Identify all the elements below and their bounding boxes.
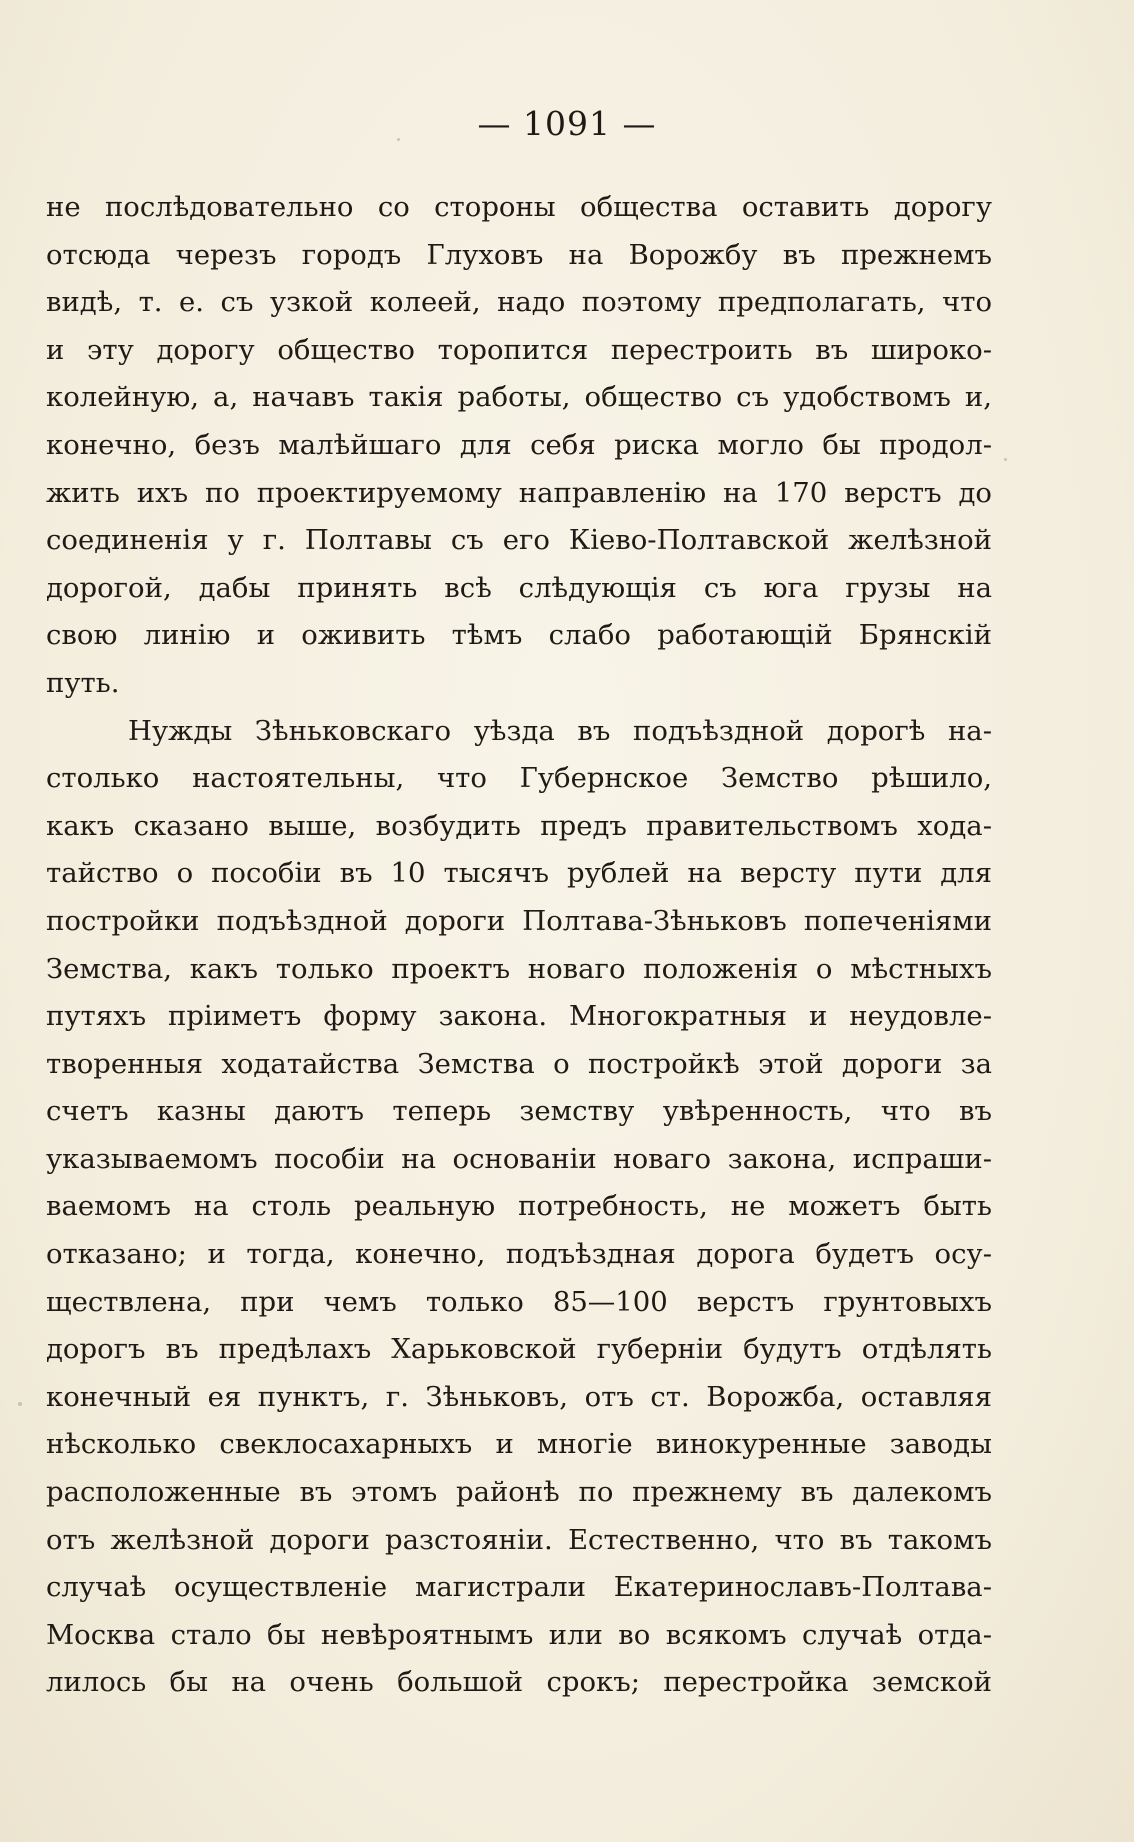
paper-speck [397, 138, 400, 141]
text-line: лилось бы на очень большой срокъ; перестройка земской [46, 1666, 992, 1699]
text-line: не послѣдовательно со стороны общества оставить дорогу [46, 191, 992, 223]
text-line: счетъ казны даютъ теперь земству увѣренность, что въ [46, 1095, 992, 1128]
text-line: столько настоятельны, что Губернское Земство рѣшило, [46, 762, 992, 795]
text-line: ществлена, при чемъ только 85—100 верстъ грунтовыхъ [46, 1285, 992, 1318]
text-line: свою линію и оживить тѣмъ слабо работающій Брянскій [46, 619, 992, 652]
text-line: путь. [46, 666, 120, 699]
text-line: и эту дорогу общество торопится перестроить въ широко- [46, 333, 992, 366]
paper-speck [1004, 458, 1007, 461]
text-line: соединенія у г. Полтавы съ его Кіево-Полтавской желѣзной [46, 524, 992, 557]
text-line: Земства, какъ только проектъ новаго положенія о мѣстныхъ [46, 952, 992, 985]
text-line: постройки подъѣздной дороги Полтава-Зѣньковъ попеченіями [46, 904, 992, 937]
text-line: тайство о пособіи въ 10 тысячъ рублей на версту пути для [46, 857, 992, 890]
text-line: конечный ея пунктъ, г. Зѣньковъ, отъ ст. Ворожба, оставляя [46, 1380, 992, 1413]
body-text [46, 184, 992, 1707]
text-line: путяхъ пріиметъ форму закона. Многократныя и неудовле- [46, 1000, 992, 1033]
text-line: отказано; и тогда, конечно, подъѣздная дорога будетъ осу- [46, 1238, 992, 1271]
text-line: ваемомъ на столь реальную потребность, не можетъ быть [46, 1190, 992, 1223]
text-line: отсюда черезъ городъ Глуховъ на Ворожбу въ прежнемъ [46, 238, 992, 271]
paper-speck [18, 1402, 22, 1406]
text-line: дорогой, дабы принять всѣ слѣдующія съ юга грузы на [46, 571, 992, 604]
text-line: указываемомъ пособіи на основаніи новаго закона, испраши- [46, 1142, 992, 1175]
text-line: Нужды Зѣньковскаго уѣзда въ подъѣздной дорогѣ на- [128, 714, 992, 747]
text-line: жить ихъ по проектируемому направленію на 170 верстъ до [46, 476, 992, 509]
text-line: нѣсколько свеклосахарныхъ и многіе винокуренные заводы [46, 1428, 992, 1461]
text-line: конечно, безъ малѣйшаго для себя риска могло бы продол- [46, 428, 992, 461]
paragraph [46, 708, 992, 1707]
text-line: отъ желѣзной дороги разстояніи. Естественно, что въ такомъ [46, 1523, 992, 1556]
text-line: расположенные въ этомъ районѣ по прежнему въ далекомъ [46, 1476, 992, 1509]
paragraph [46, 184, 992, 708]
text-line: случаѣ осуществленіе магистрали Екатеринославъ-Полтава- [46, 1571, 992, 1604]
page-number: — 1091 — [477, 104, 657, 143]
text-line: какъ сказано выше, возбудить предъ правительствомъ хода- [46, 809, 992, 842]
text-line: колейную, а, начавъ такія работы, общество съ удобствомъ и, [46, 381, 992, 414]
text-line: творенныя ходатайства Земства о постройкѣ этой дороги за [46, 1047, 992, 1080]
text-line: дорогъ въ предѣлахъ Харьковской губерніи будутъ отдѣлять [46, 1333, 992, 1366]
text-line: Москва стало бы невѣроятнымъ или во всякомъ случаѣ отда- [46, 1618, 992, 1651]
text-line: видѣ, т. е. съ узкой колеей, надо поэтому предполагать, что [46, 286, 992, 319]
